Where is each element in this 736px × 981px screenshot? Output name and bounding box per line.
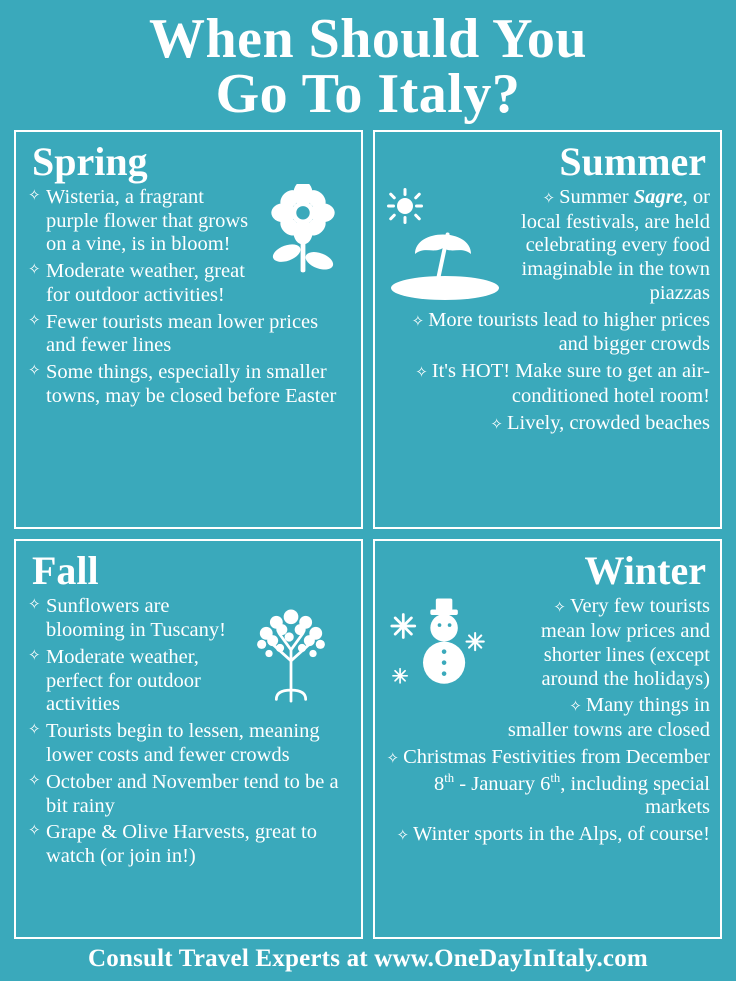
diamond-bullet-icon: ✧ [490, 416, 503, 433]
bullet-text: Moderate weather, perfect for outdoor activities [46, 645, 201, 716]
diamond-bullet-icon: ✧ [415, 365, 428, 382]
bullet-list-fall [26, 595, 351, 868]
bullet-text: Very few tourists mean low prices and shorter lines (except around the holidays) [540, 595, 710, 690]
diamond-bullet-icon: ✧ [386, 750, 400, 767]
list-item [26, 720, 351, 768]
page-title-line-2: Go To Italy? [215, 62, 521, 125]
season-title-fall: Fall [32, 548, 99, 594]
bullet-text: October and November tend to be a bit rainy [46, 770, 339, 817]
list-item [385, 746, 710, 820]
diamond-bullet-icon: ✧ [553, 600, 566, 617]
bullet-text: Fewer tourists mean lower prices and fewer lines [46, 310, 319, 357]
diamond-bullet-icon: ✧ [28, 823, 41, 840]
bullet-text: Some things, especially in smaller towns, may be closed before Easter [46, 361, 337, 407]
diamond-bullet-icon: ✧ [28, 647, 41, 664]
diamond-bullet-icon: ✧ [28, 363, 41, 380]
season-title-winter: Winter [584, 548, 706, 594]
bullet-text: Summer Sagre, or local festivals, are held celebrating every food imaginable in the town piazzas [521, 185, 710, 304]
season-card-winter [373, 539, 722, 939]
bullet-list-spring [26, 186, 351, 409]
diamond-bullet-icon: ✧ [542, 190, 556, 207]
bullet-text: Lively, crowded beaches [506, 411, 710, 434]
list-item [26, 771, 351, 819]
page-title [14, 8, 722, 125]
season-card-grid [14, 130, 722, 939]
bullet-text: It's HOT! Make sure to get an air-conditioned hotel room! [431, 360, 710, 407]
footer-credit: Consult Travel Experts at www.OneDayInItaly.com [88, 945, 648, 972]
bullet-text: Grape & Olive Harvests, great to watch (or join in!) [46, 821, 317, 868]
diamond-bullet-icon: ✧ [569, 699, 582, 716]
list-item [26, 186, 351, 257]
bullet-text: Christmas Festivities from December 8th - January 6th, including special markets [403, 745, 710, 819]
season-card-fall [14, 539, 363, 939]
diamond-bullet-icon: ✧ [28, 772, 41, 789]
list-item [26, 595, 351, 643]
list-item [26, 311, 351, 359]
bullet-text: Winter sports in the Alps, of course! [413, 823, 710, 846]
diamond-bullet-icon: ✧ [28, 312, 41, 329]
season-card-spring [14, 130, 363, 530]
list-item [26, 361, 351, 409]
diamond-bullet-icon: ✧ [28, 597, 41, 614]
list-item [26, 821, 351, 869]
list-item [385, 186, 710, 306]
diamond-bullet-icon: ✧ [28, 262, 41, 279]
diamond-bullet-icon: ✧ [28, 722, 41, 739]
list-item [385, 360, 710, 409]
list-item [385, 412, 710, 437]
bullet-list-summer [385, 186, 710, 437]
bullet-text: Sunflowers are blooming in Tuscany! [46, 595, 226, 642]
season-title-spring: Spring [32, 138, 148, 184]
list-item [385, 309, 710, 358]
diamond-bullet-icon: ✧ [396, 828, 410, 845]
list-item [385, 823, 710, 848]
bullet-text: More tourists lead to higher prices and bigger crowds [428, 308, 710, 356]
bullet-text: Wisteria, a fragrant purple flower that grows on a vine, is in bloom! [46, 185, 249, 256]
list-item [26, 260, 351, 308]
bullet-text: Tourists begin to lessen, meaning lower costs and fewer crowds [46, 720, 320, 766]
diamond-bullet-icon: ✧ [411, 313, 425, 330]
list-item [385, 595, 710, 691]
bullet-list-winter [385, 595, 710, 847]
bullet-text: Many things in smaller towns are closed [507, 694, 710, 742]
list-item [385, 694, 710, 743]
page-title-line-1: When Should You [148, 8, 588, 70]
season-title-summer: Summer [559, 138, 706, 184]
bullet-text: Moderate weather, great for outdoor activities! [46, 260, 245, 306]
diamond-bullet-icon: ✧ [28, 187, 41, 204]
season-card-summer [373, 130, 722, 530]
list-item [26, 646, 351, 717]
